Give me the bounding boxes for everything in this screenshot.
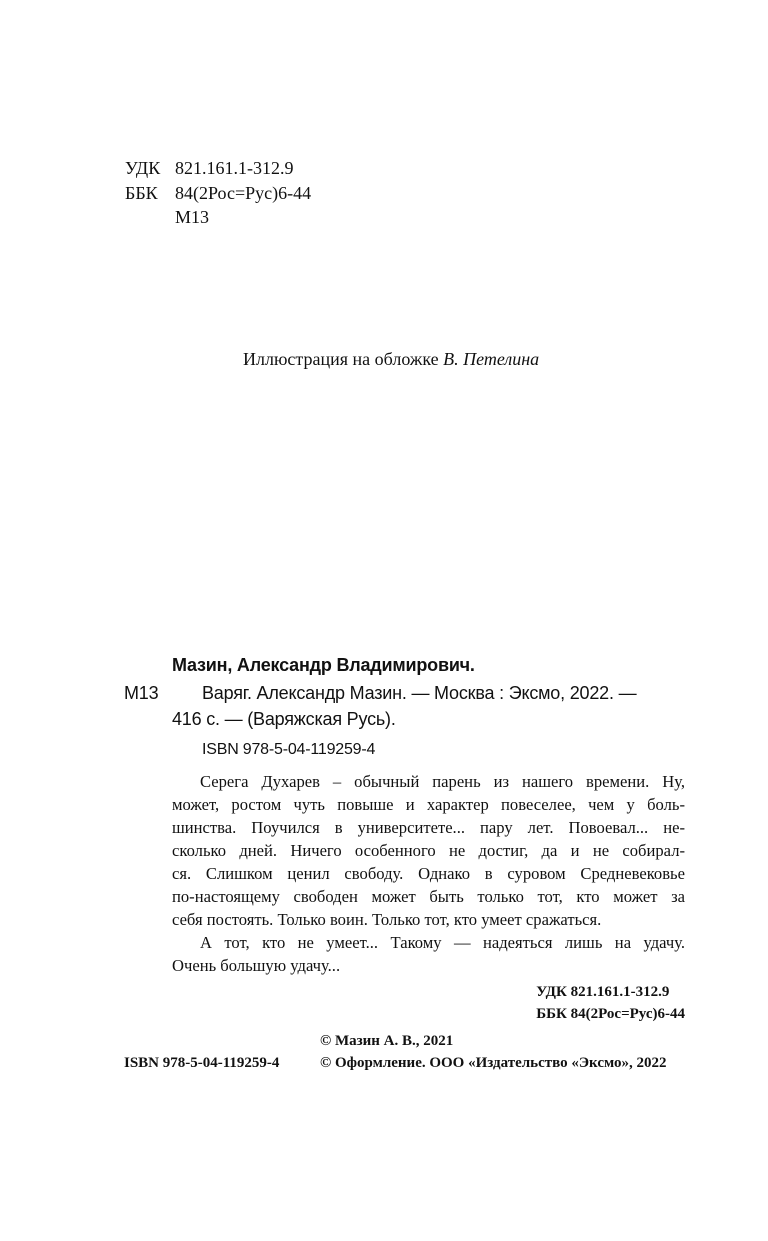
classification-codes: [536, 981, 685, 1025]
author-heading: Мазин, Александр Владимирович.: [172, 655, 475, 675]
annotation: [172, 770, 685, 977]
udk-code: УДК 821.161.1-312.9: [536, 984, 670, 1000]
copyright-design: © Оформление. ООО «Издательство «Эксмо», 2022: [320, 1055, 667, 1071]
bbk-line: [125, 181, 311, 205]
illustration-prefix: Иллюстрация на обложке: [243, 349, 444, 369]
bbk-code: ББК 84(2Рос=Рус)6-44: [536, 1006, 685, 1022]
author-mark: М13: [175, 207, 210, 227]
udk-line: [125, 156, 294, 180]
udk-value: 821.161.1-312.9: [175, 158, 294, 178]
bib-isbn: ISBN 978-5-04-119259-4: [202, 741, 376, 758]
udk-label: УДК: [125, 158, 161, 178]
annotation-line: Серега Духарев – обычный парень из нашего времени. Ну,: [200, 772, 685, 791]
annotation-line: может, ростом чуть повыше и характер повеселее, чем у боль-: [172, 795, 685, 814]
annotation-line: сколько дней. Ничего особенного не достиг, да и не собирал-: [172, 841, 685, 860]
illustration-credit: [243, 347, 539, 371]
bib-mark: М13: [124, 683, 159, 703]
illustration-artist: В. Петелина: [443, 349, 540, 369]
annotation-line: шинства. Поучился в университете... пару лет. Повоевал... не-: [172, 818, 685, 837]
annotation-line: по-настоящему свободен может быть только тот, кто может за: [172, 887, 685, 906]
bbk-label: ББК: [125, 183, 158, 203]
copyright-isbn: ISBN 978-5-04-119259-4: [124, 1055, 280, 1071]
bbk-value: 84(2Рос=Рус)6-44: [175, 183, 312, 203]
annotation-line: А тот, кто не умеет... Такому — надеяться лишь на удачу.: [200, 933, 685, 952]
copyright-author: © Мазин А. В., 2021: [320, 1033, 454, 1049]
bib-line-2: 416 с. — (Варяжская Русь).: [172, 709, 396, 729]
annotation-line: Очень большую удачу...: [172, 956, 341, 975]
annotation-line: ся. Слишком ценил свободу. Однако в суровом Средневековье: [172, 864, 685, 883]
annotation-line: себя постоять. Только воин. Только тот, кто умеет сражаться.: [172, 910, 602, 929]
bib-line-1: Варяг. Александр Мазин. — Москва : Эксмо, 2022. —: [202, 683, 637, 703]
